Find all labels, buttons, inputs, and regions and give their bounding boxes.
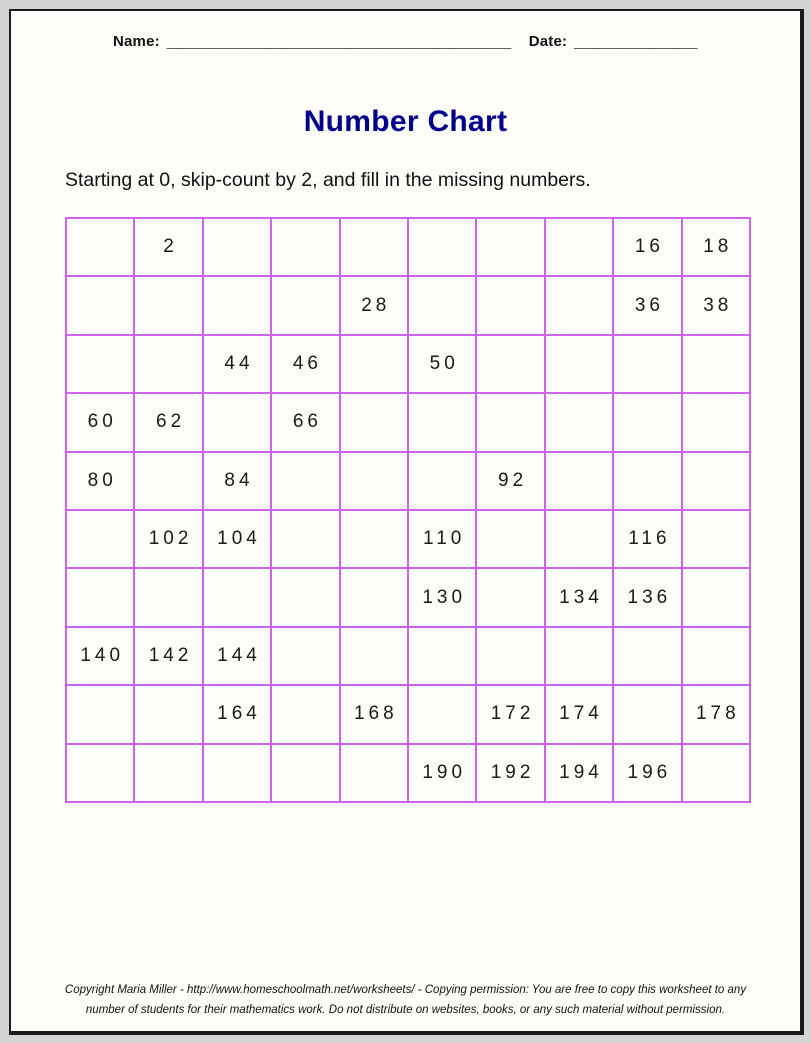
grid-cell-blank xyxy=(203,218,271,276)
grid-cell-blank xyxy=(66,335,134,393)
grid-cell-blank xyxy=(66,218,134,276)
grid-cell-blank xyxy=(340,218,408,276)
grid-cell-blank xyxy=(682,452,750,510)
grid-cell: 194 xyxy=(545,744,613,802)
grid-cell-blank xyxy=(476,276,544,334)
grid-cell-blank xyxy=(408,685,476,743)
grid-cell: 110 xyxy=(408,510,476,568)
grid-cell: 172 xyxy=(476,685,544,743)
grid-cell-blank xyxy=(545,335,613,393)
grid-cell-blank xyxy=(476,568,544,626)
grid-cell: 192 xyxy=(476,744,544,802)
grid-cell: 80 xyxy=(66,452,134,510)
page-title: Number Chart xyxy=(303,105,508,138)
grid-cell: 136 xyxy=(613,568,681,626)
grid-cell: 168 xyxy=(340,685,408,743)
grid-cell-blank xyxy=(340,452,408,510)
name-date-header xyxy=(11,33,800,50)
grid-cell-blank xyxy=(271,510,339,568)
grid-cell-blank xyxy=(134,685,202,743)
grid-cell: 2 xyxy=(134,218,202,276)
grid-cell-blank xyxy=(682,510,750,568)
grid-cell-blank xyxy=(476,510,544,568)
grid-cell-blank xyxy=(682,335,750,393)
number-grid xyxy=(65,217,751,803)
grid-cell-blank xyxy=(134,744,202,802)
grid-cell-blank xyxy=(682,627,750,685)
copyright-line-2: number of students for their mathematics work. Do not distribute on websites, books, or any such material without permission. xyxy=(85,1003,726,1016)
grid-cell-blank xyxy=(545,218,613,276)
grid-cell-blank xyxy=(340,744,408,802)
date-label: Date: xyxy=(528,33,568,50)
grid-cell-blank xyxy=(134,452,202,510)
grid-cell: 174 xyxy=(545,685,613,743)
instruction-text: Starting at 0, skip-count by 2, and fill in the missing numbers. xyxy=(65,169,591,191)
grid-cell-blank xyxy=(271,627,339,685)
grid-cell-blank xyxy=(340,393,408,451)
grid-cell-blank xyxy=(408,218,476,276)
grid-cell-blank xyxy=(545,276,613,334)
grid-cell-blank xyxy=(66,276,134,334)
grid-cell-blank xyxy=(408,276,476,334)
grid-cell: 116 xyxy=(613,510,681,568)
grid-cell-blank xyxy=(340,510,408,568)
grid-cell: 130 xyxy=(408,568,476,626)
grid-cell-blank xyxy=(340,335,408,393)
grid-cell-blank xyxy=(545,452,613,510)
grid-cell: 50 xyxy=(408,335,476,393)
grid-cell: 134 xyxy=(545,568,613,626)
grid-cell-blank xyxy=(203,393,271,451)
grid-cell-blank xyxy=(66,744,134,802)
grid-cell-blank xyxy=(545,393,613,451)
grid-cell: 102 xyxy=(134,510,202,568)
grid-cell-blank xyxy=(682,744,750,802)
grid-cell: 144 xyxy=(203,627,271,685)
grid-cell: 140 xyxy=(66,627,134,685)
grid-cell-blank xyxy=(613,685,681,743)
grid-cell: 36 xyxy=(613,276,681,334)
grid-cell: 62 xyxy=(134,393,202,451)
grid-cell: 92 xyxy=(476,452,544,510)
grid-cell-blank xyxy=(613,452,681,510)
grid-cell: 38 xyxy=(682,276,750,334)
copyright-footer xyxy=(11,980,800,1020)
grid-cell: 164 xyxy=(203,685,271,743)
grid-cell-blank xyxy=(203,568,271,626)
name-blank-line: _______________________________________ xyxy=(166,33,512,50)
grid-cell: 46 xyxy=(271,335,339,393)
grid-cell-blank xyxy=(476,627,544,685)
copyright-line-1: Copyright Maria Miller - http://www.homeschoolmath.net/worksheets/ - Copying permission: You are free to copy this worksheet to any xyxy=(64,983,747,996)
grid-cell-blank xyxy=(408,452,476,510)
grid-cell-blank xyxy=(613,627,681,685)
grid-cell-blank xyxy=(545,627,613,685)
grid-cell: 190 xyxy=(408,744,476,802)
grid-cell-blank xyxy=(408,393,476,451)
grid-cell: 60 xyxy=(66,393,134,451)
grid-cell: 66 xyxy=(271,393,339,451)
grid-cell-blank xyxy=(271,452,339,510)
grid-cell-blank xyxy=(476,218,544,276)
grid-cell-blank xyxy=(134,276,202,334)
grid-cell-blank xyxy=(203,744,271,802)
grid-cell-blank xyxy=(271,568,339,626)
grid-cell-blank xyxy=(134,335,202,393)
grid-cell-blank xyxy=(66,510,134,568)
grid-cell-blank xyxy=(340,568,408,626)
grid-cell-blank xyxy=(271,685,339,743)
grid-cell: 44 xyxy=(203,335,271,393)
worksheet-page xyxy=(9,9,804,1035)
grid-cell-blank xyxy=(476,393,544,451)
grid-cell: 178 xyxy=(682,685,750,743)
grid-cell: 84 xyxy=(203,452,271,510)
grid-cell-blank xyxy=(682,393,750,451)
date-blank-line: ______________ xyxy=(574,33,699,50)
grid-cell-blank xyxy=(66,685,134,743)
grid-cell-blank xyxy=(271,744,339,802)
grid-cell-blank xyxy=(271,218,339,276)
grid-cell-blank xyxy=(613,393,681,451)
grid-cell: 28 xyxy=(340,276,408,334)
grid-cell-blank xyxy=(682,568,750,626)
grid-cell: 142 xyxy=(134,627,202,685)
grid-cell-blank xyxy=(613,335,681,393)
grid-cell-blank xyxy=(545,510,613,568)
grid-cell-blank xyxy=(340,627,408,685)
grid-cell-blank xyxy=(134,568,202,626)
grid-cell-blank xyxy=(476,335,544,393)
grid-cell: 16 xyxy=(613,218,681,276)
grid-cell-blank xyxy=(408,627,476,685)
grid-cell-blank xyxy=(203,276,271,334)
grid-cell: 104 xyxy=(203,510,271,568)
grid-cell: 196 xyxy=(613,744,681,802)
grid-cell-blank xyxy=(271,276,339,334)
name-label: Name: xyxy=(112,33,160,50)
grid-cell: 18 xyxy=(682,218,750,276)
grid-cell-blank xyxy=(66,568,134,626)
